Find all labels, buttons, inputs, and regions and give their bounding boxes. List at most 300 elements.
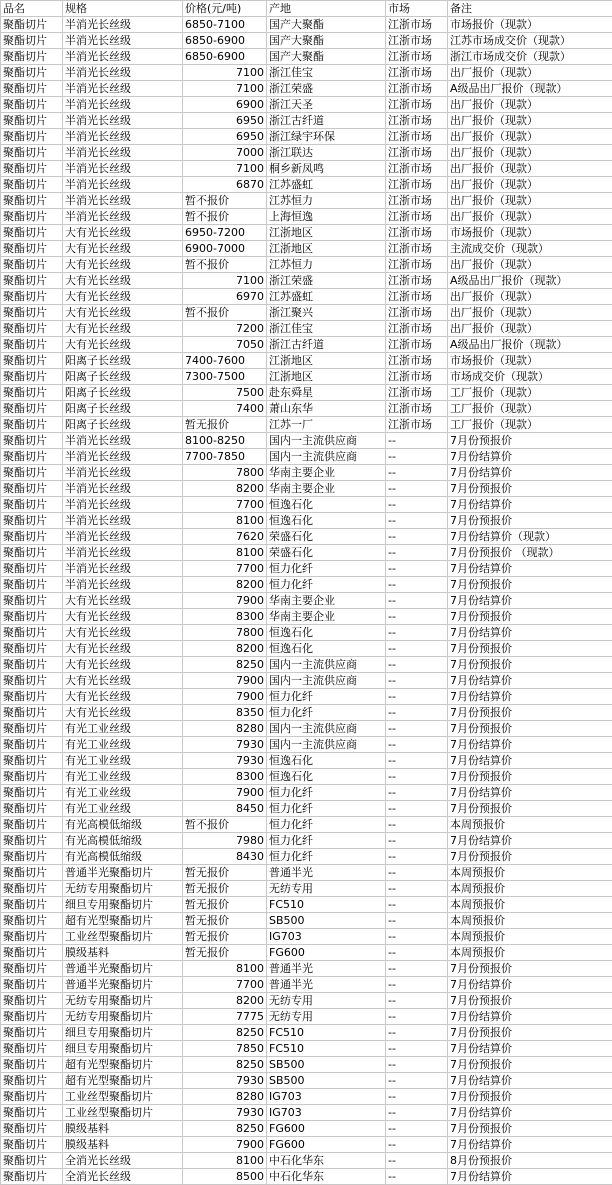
cell-price: 7930: [183, 753, 267, 769]
cell-origin: 普通半光: [267, 961, 386, 977]
cell-market: --: [386, 801, 448, 817]
cell-origin: FG600: [267, 1137, 386, 1153]
table-row: [1, 1153, 612, 1169]
cell-remark: 出厂报价（现款）: [448, 289, 612, 305]
cell-market: --: [386, 1153, 448, 1169]
cell-price: 7980: [183, 833, 267, 849]
cell-product: 聚酯切片: [1, 881, 63, 897]
cell-origin: 国内一主流供应商: [267, 433, 386, 449]
table-row: [1, 81, 612, 97]
cell-market: --: [386, 737, 448, 753]
cell-product: 聚酯切片: [1, 177, 63, 193]
cell-spec: 阳离子长丝级: [63, 369, 183, 385]
table-row: [1, 609, 612, 625]
cell-remark: 7月份结算价: [448, 625, 612, 641]
cell-product: 聚酯切片: [1, 49, 63, 65]
cell-price: 6950: [183, 113, 267, 129]
cell-market: 江浙市场: [386, 305, 448, 321]
cell-origin: 江苏盛虹: [267, 177, 386, 193]
cell-product: 聚酯切片: [1, 1009, 63, 1025]
cell-price: 8250: [183, 1057, 267, 1073]
table-row: [1, 817, 612, 833]
cell-price: 暂无报价: [183, 417, 267, 433]
cell-market: --: [386, 609, 448, 625]
cell-spec: 工业丝型聚酯切片: [63, 929, 183, 945]
table-row: [1, 1169, 612, 1185]
table-row: [1, 705, 612, 721]
cell-remark: 市场报价（现款）: [448, 225, 612, 241]
cell-origin: 国产大聚酯: [267, 33, 386, 49]
cell-remark: 7月份预报价: [448, 769, 612, 785]
header-row: [1, 1, 612, 17]
cell-origin: 荣盛石化: [267, 529, 386, 545]
cell-product: 聚酯切片: [1, 1153, 63, 1169]
cell-spec: 细旦专用聚酯切片: [63, 897, 183, 913]
cell-product: 聚酯切片: [1, 721, 63, 737]
cell-price: 8250: [183, 657, 267, 673]
cell-product: 聚酯切片: [1, 33, 63, 49]
cell-product: 聚酯切片: [1, 401, 63, 417]
cell-origin: FG600: [267, 945, 386, 961]
cell-origin: 恒逸石化: [267, 753, 386, 769]
cell-market: --: [386, 1073, 448, 1089]
table-row: [1, 177, 612, 193]
cell-market: 江浙市场: [386, 257, 448, 273]
cell-spec: 大有光长丝级: [63, 673, 183, 689]
cell-origin: 国产大聚酯: [267, 17, 386, 33]
cell-remark: 7月份结算价: [448, 753, 612, 769]
cell-product: 聚酯切片: [1, 545, 63, 561]
cell-product: 聚酯切片: [1, 113, 63, 129]
cell-spec: 大有光长丝级: [63, 689, 183, 705]
cell-remark: 本周预报价: [448, 817, 612, 833]
cell-remark: 7月份预报价: [448, 1057, 612, 1073]
cell-market: --: [386, 1041, 448, 1057]
cell-origin: FC510: [267, 1025, 386, 1041]
table-row: [1, 865, 612, 881]
cell-product: 聚酯切片: [1, 593, 63, 609]
cell-product: 聚酯切片: [1, 321, 63, 337]
table-row: [1, 337, 612, 353]
cell-price: 7100: [183, 273, 267, 289]
cell-spec: 大有光长丝级: [63, 225, 183, 241]
cell-price: 暂不报价: [183, 193, 267, 209]
cell-spec: 细旦专用聚酯切片: [63, 1025, 183, 1041]
cell-price: 7200: [183, 321, 267, 337]
cell-origin: 恒逸石化: [267, 497, 386, 513]
table-row: [1, 1009, 612, 1025]
cell-price: 暂无报价: [183, 897, 267, 913]
cell-price: 7700: [183, 977, 267, 993]
cell-market: --: [386, 833, 448, 849]
table-row: [1, 97, 612, 113]
cell-product: 聚酯切片: [1, 129, 63, 145]
cell-remark: 浙江市场成交价（现款）: [448, 49, 612, 65]
cell-remark: 出厂报价（现款）: [448, 321, 612, 337]
table-row: [1, 17, 612, 33]
header-price: 价格(元/吨): [183, 1, 267, 17]
cell-product: 聚酯切片: [1, 1089, 63, 1105]
cell-spec: 大有光长丝级: [63, 257, 183, 273]
cell-spec: 半消光长丝级: [63, 113, 183, 129]
cell-remark: 出厂报价（现款）: [448, 209, 612, 225]
cell-spec: 膜级基料: [63, 945, 183, 961]
cell-market: --: [386, 817, 448, 833]
cell-remark: 本周预报价: [448, 897, 612, 913]
cell-price: 7930: [183, 1073, 267, 1089]
cell-spec: 阳离子长丝级: [63, 401, 183, 417]
cell-market: --: [386, 945, 448, 961]
table-row: [1, 657, 612, 673]
cell-remark: 7月份结算价: [448, 465, 612, 481]
cell-remark: 7月份预报价: [448, 657, 612, 673]
cell-spec: 工业丝型聚酯切片: [63, 1105, 183, 1121]
table-row: [1, 1105, 612, 1121]
cell-price: 7900: [183, 785, 267, 801]
table-row: [1, 673, 612, 689]
cell-origin: 恒逸石化: [267, 641, 386, 657]
cell-origin: IG703: [267, 929, 386, 945]
cell-product: 聚酯切片: [1, 641, 63, 657]
cell-spec: 普通半光聚酯切片: [63, 961, 183, 977]
cell-price: 7900: [183, 1137, 267, 1153]
cell-market: --: [386, 433, 448, 449]
cell-price: 8200: [183, 577, 267, 593]
cell-origin: 江苏一厂: [267, 417, 386, 433]
cell-origin: 国内一主流供应商: [267, 657, 386, 673]
cell-remark: 出厂报价（现款）: [448, 129, 612, 145]
cell-remark: A级品出厂报价（现款）: [448, 81, 612, 97]
cell-product: 聚酯切片: [1, 529, 63, 545]
cell-origin: 无纺专用: [267, 993, 386, 1009]
cell-price: 7800: [183, 625, 267, 641]
table-row: [1, 417, 612, 433]
cell-remark: 工厂报价（现款）: [448, 401, 612, 417]
cell-market: --: [386, 705, 448, 721]
cell-spec: 有光工业丝级: [63, 769, 183, 785]
cell-market: --: [386, 897, 448, 913]
cell-price: 7700: [183, 497, 267, 513]
cell-spec: 半消光长丝级: [63, 97, 183, 113]
cell-product: 聚酯切片: [1, 241, 63, 257]
cell-spec: 大有光长丝级: [63, 273, 183, 289]
table-row: [1, 289, 612, 305]
cell-price: 8100: [183, 545, 267, 561]
cell-origin: 恒力化纤: [267, 785, 386, 801]
cell-spec: 大有光长丝级: [63, 705, 183, 721]
cell-product: 聚酯切片: [1, 1105, 63, 1121]
cell-remark: 7月份预报价: [448, 705, 612, 721]
cell-spec: 半消光长丝级: [63, 33, 183, 49]
cell-price: 8280: [183, 1089, 267, 1105]
cell-remark: 出厂报价（现款）: [448, 97, 612, 113]
cell-origin: 恒逸石化: [267, 769, 386, 785]
cell-market: --: [386, 785, 448, 801]
cell-market: 江浙市场: [386, 241, 448, 257]
table-row: [1, 305, 612, 321]
cell-product: 聚酯切片: [1, 97, 63, 113]
cell-price: 8430: [183, 849, 267, 865]
cell-spec: 半消光长丝级: [63, 577, 183, 593]
cell-origin: SB500: [267, 913, 386, 929]
cell-origin: 华南主要企业: [267, 593, 386, 609]
cell-origin: 无纺专用: [267, 1009, 386, 1025]
cell-remark: A级品出厂报价（现款）: [448, 337, 612, 353]
cell-origin: 浙江古纤道: [267, 113, 386, 129]
cell-market: --: [386, 721, 448, 737]
table-row: [1, 1073, 612, 1089]
cell-market: --: [386, 769, 448, 785]
cell-price: 7930: [183, 1105, 267, 1121]
header-market: 市场: [386, 1, 448, 17]
cell-remark: A级品出厂报价（现款）: [448, 273, 612, 289]
cell-spec: 阳离子长丝级: [63, 385, 183, 401]
cell-product: 聚酯切片: [1, 1073, 63, 1089]
table-row: [1, 753, 612, 769]
cell-market: 江浙市场: [386, 81, 448, 97]
table-row: [1, 961, 612, 977]
cell-remark: 7月份预报价 （现款）: [448, 545, 612, 561]
cell-remark: 7月份预报价: [448, 993, 612, 1009]
cell-spec: 半消光长丝级: [63, 513, 183, 529]
table-row: [1, 945, 612, 961]
table-row: [1, 977, 612, 993]
cell-origin: FC510: [267, 897, 386, 913]
cell-remark: 7月份结算价: [448, 737, 612, 753]
table-body: [1, 17, 612, 1185]
cell-price: 7700-7850: [183, 449, 267, 465]
table-row: [1, 1121, 612, 1137]
cell-spec: 有光工业丝级: [63, 721, 183, 737]
table-row: [1, 257, 612, 273]
cell-spec: 半消光长丝级: [63, 17, 183, 33]
cell-origin: 国内一主流供应商: [267, 449, 386, 465]
cell-spec: 半消光长丝级: [63, 465, 183, 481]
cell-spec: 大有光长丝级: [63, 241, 183, 257]
cell-market: --: [386, 1105, 448, 1121]
cell-market: 江浙市场: [386, 161, 448, 177]
cell-product: 聚酯切片: [1, 1041, 63, 1057]
cell-market: 江浙市场: [386, 209, 448, 225]
table-row: [1, 273, 612, 289]
cell-spec: 半消光长丝级: [63, 497, 183, 513]
cell-market: --: [386, 689, 448, 705]
cell-spec: 超有光型聚酯切片: [63, 1057, 183, 1073]
cell-market: 江浙市场: [386, 145, 448, 161]
table-row: [1, 465, 612, 481]
table-row: [1, 625, 612, 641]
cell-origin: SB500: [267, 1057, 386, 1073]
table-row: [1, 241, 612, 257]
cell-market: --: [386, 753, 448, 769]
cell-spec: 无纺专用聚酯切片: [63, 993, 183, 1009]
cell-price: 8300: [183, 609, 267, 625]
cell-price: 7700: [183, 561, 267, 577]
cell-origin: 无纺专用: [267, 881, 386, 897]
cell-price: 8350: [183, 705, 267, 721]
header-spec: 规格: [63, 1, 183, 17]
cell-remark: 7月份结算价（现款）: [448, 529, 612, 545]
table-row: [1, 401, 612, 417]
cell-product: 聚酯切片: [1, 497, 63, 513]
cell-spec: 半消光长丝级: [63, 193, 183, 209]
header-remark: 备注: [448, 1, 612, 17]
table-row: [1, 737, 612, 753]
cell-product: 聚酯切片: [1, 817, 63, 833]
table-row: [1, 1041, 612, 1057]
table-row: [1, 913, 612, 929]
table-row: [1, 689, 612, 705]
cell-product: 聚酯切片: [1, 801, 63, 817]
cell-spec: 半消光长丝级: [63, 81, 183, 97]
cell-origin: 国内一主流供应商: [267, 673, 386, 689]
cell-origin: 中石化华东: [267, 1153, 386, 1169]
cell-product: 聚酯切片: [1, 769, 63, 785]
cell-remark: 出厂报价（现款）: [448, 161, 612, 177]
table-row: [1, 193, 612, 209]
cell-remark: 出厂报价（现款）: [448, 257, 612, 273]
cell-price: 7400-7600: [183, 353, 267, 369]
cell-spec: 无纺专用聚酯切片: [63, 881, 183, 897]
cell-remark: 7月份预报价: [448, 1089, 612, 1105]
cell-product: 聚酯切片: [1, 209, 63, 225]
cell-price: 8100-8250: [183, 433, 267, 449]
cell-remark: 市场报价（现款）: [448, 17, 612, 33]
cell-spec: 工业丝型聚酯切片: [63, 1089, 183, 1105]
cell-product: 聚酯切片: [1, 1121, 63, 1137]
cell-market: --: [386, 1057, 448, 1073]
cell-origin: 国内一主流供应商: [267, 737, 386, 753]
cell-remark: 本周预报价: [448, 929, 612, 945]
cell-product: 聚酯切片: [1, 561, 63, 577]
cell-origin: 恒力化纤: [267, 577, 386, 593]
table-row: [1, 881, 612, 897]
table-row: [1, 833, 612, 849]
table-row: [1, 385, 612, 401]
cell-origin: 中石化华东: [267, 1169, 386, 1185]
table-row: [1, 65, 612, 81]
cell-price: 7930: [183, 737, 267, 753]
cell-product: 聚酯切片: [1, 897, 63, 913]
cell-remark: 7月份结算价: [448, 1041, 612, 1057]
cell-spec: 大有光长丝级: [63, 321, 183, 337]
table-row: [1, 641, 612, 657]
cell-price: 暂无报价: [183, 929, 267, 945]
cell-origin: 恒逸石化: [267, 513, 386, 529]
table-row: [1, 145, 612, 161]
table-row: [1, 497, 612, 513]
cell-remark: 7月份结算价: [448, 785, 612, 801]
cell-price: 8200: [183, 641, 267, 657]
cell-origin: 国产大聚酯: [267, 49, 386, 65]
cell-spec: 阳离子长丝级: [63, 353, 183, 369]
cell-product: 聚酯切片: [1, 81, 63, 97]
table-row: [1, 577, 612, 593]
cell-origin: 普通半光: [267, 865, 386, 881]
cell-remark: 7月份结算价: [448, 689, 612, 705]
cell-product: 聚酯切片: [1, 417, 63, 433]
cell-price: 暂不报价: [183, 305, 267, 321]
cell-spec: 有光高模低缩级: [63, 849, 183, 865]
table-row: [1, 593, 612, 609]
cell-market: --: [386, 993, 448, 1009]
cell-market: --: [386, 545, 448, 561]
cell-market: --: [386, 913, 448, 929]
cell-market: --: [386, 513, 448, 529]
cell-price: 8500: [183, 1169, 267, 1185]
cell-market: 江浙市场: [386, 33, 448, 49]
cell-remark: 出厂报价（现款）: [448, 193, 612, 209]
table-row: [1, 721, 612, 737]
cell-remark: 7月份结算价: [448, 1169, 612, 1185]
cell-origin: 浙江古纤道: [267, 337, 386, 353]
cell-remark: 7月份预报价: [448, 1121, 612, 1137]
cell-price: 暂不报价: [183, 209, 267, 225]
cell-spec: 半消光长丝级: [63, 529, 183, 545]
cell-remark: 工厂报价（现款）: [448, 417, 612, 433]
cell-remark: 7月份预报价: [448, 481, 612, 497]
cell-origin: SB500: [267, 1073, 386, 1089]
cell-product: 聚酯切片: [1, 849, 63, 865]
table-row: [1, 1025, 612, 1041]
cell-product: 聚酯切片: [1, 385, 63, 401]
cell-remark: 7月份结算价: [448, 1073, 612, 1089]
cell-product: 聚酯切片: [1, 737, 63, 753]
cell-origin: 浙江聚兴: [267, 305, 386, 321]
cell-product: 聚酯切片: [1, 961, 63, 977]
cell-remark: 7月份结算价: [448, 1009, 612, 1025]
cell-market: 江浙市场: [386, 353, 448, 369]
cell-origin: 普通半光: [267, 977, 386, 993]
table-row: [1, 801, 612, 817]
cell-origin: 恒力化纤: [267, 801, 386, 817]
cell-product: 聚酯切片: [1, 945, 63, 961]
cell-market: 江浙市场: [386, 337, 448, 353]
cell-spec: 大有光长丝级: [63, 625, 183, 641]
cell-price: 6950-7200: [183, 225, 267, 241]
cell-price: 7900: [183, 673, 267, 689]
cell-market: --: [386, 465, 448, 481]
cell-market: --: [386, 561, 448, 577]
cell-market: 江浙市场: [386, 97, 448, 113]
cell-price: 6850-6900: [183, 49, 267, 65]
cell-product: 聚酯切片: [1, 1169, 63, 1185]
cell-spec: 半消光长丝级: [63, 161, 183, 177]
cell-price: 7400: [183, 401, 267, 417]
cell-product: 聚酯切片: [1, 17, 63, 33]
cell-market: 江浙市场: [386, 17, 448, 33]
cell-spec: 有光高模低缩级: [63, 817, 183, 833]
cell-spec: 大有光长丝级: [63, 641, 183, 657]
cell-product: 聚酯切片: [1, 513, 63, 529]
cell-origin: 华南主要企业: [267, 465, 386, 481]
cell-spec: 膜级基料: [63, 1121, 183, 1137]
cell-price: 8200: [183, 993, 267, 1009]
table-row: [1, 33, 612, 49]
cell-price: 6970: [183, 289, 267, 305]
cell-market: --: [386, 961, 448, 977]
cell-origin: FC510: [267, 1041, 386, 1057]
cell-market: 江浙市场: [386, 385, 448, 401]
table-row: [1, 1089, 612, 1105]
cell-origin: 江浙地区: [267, 225, 386, 241]
cell-price: 8100: [183, 513, 267, 529]
cell-spec: 超有光型聚酯切片: [63, 913, 183, 929]
cell-origin: 恒力化纤: [267, 561, 386, 577]
cell-product: 聚酯切片: [1, 929, 63, 945]
cell-origin: 浙江荣盛: [267, 81, 386, 97]
cell-spec: 大有光长丝级: [63, 337, 183, 353]
